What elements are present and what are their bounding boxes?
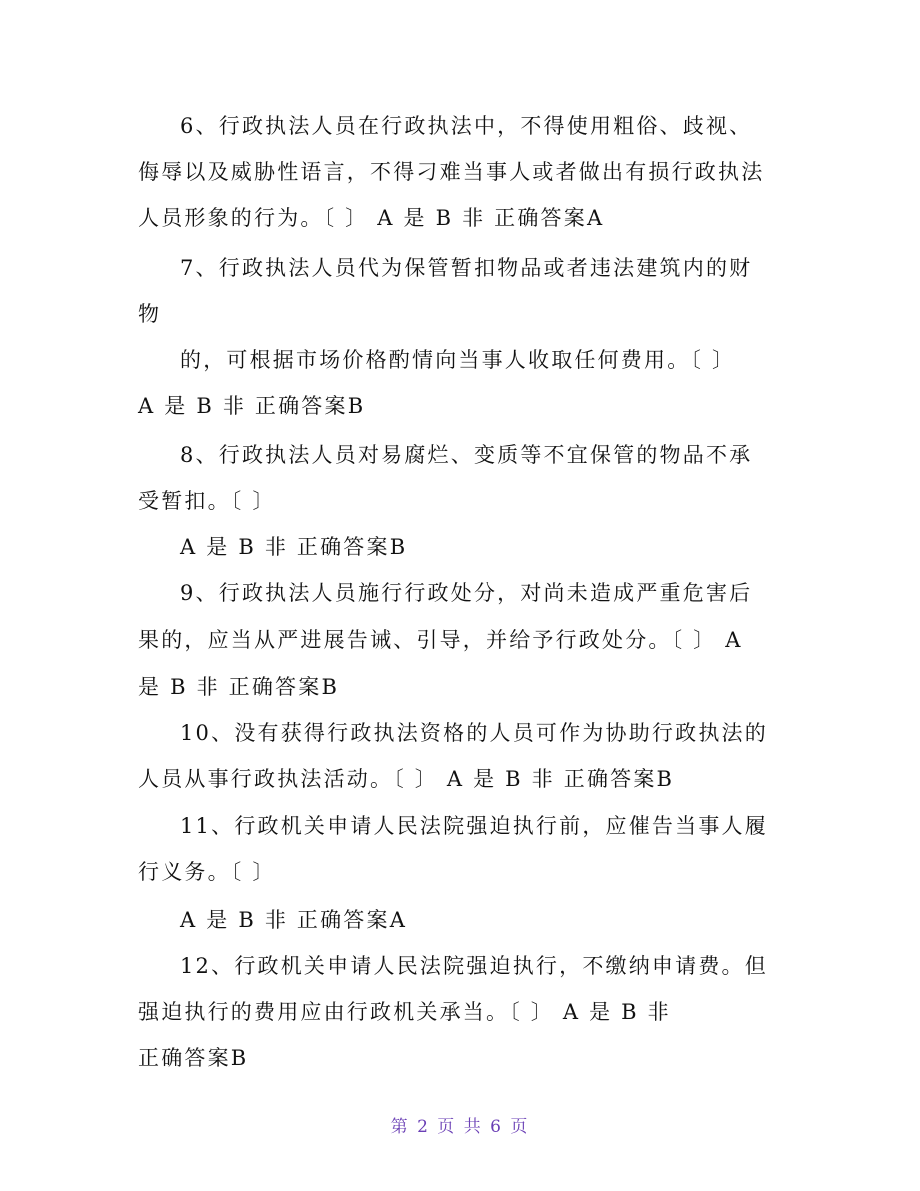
q11-answer: A 是 B 非 正确答案A	[180, 908, 408, 932]
q12-answer: 正确答案B	[138, 1046, 249, 1070]
q8-line-1: 8、行政执法人员对易腐烂、变质等不宜保管的物品不承	[180, 443, 753, 467]
q8-line-2: 受暂扣。〔 〕	[138, 489, 276, 513]
q7-answer: A 是 B 非 正确答案B	[138, 394, 366, 418]
q12-line-1: 12、行政机关申请人民法院强迫执行，不缴纳申请费。但	[180, 954, 768, 978]
q9-line-1: 9、行政执法人员施行行政处分，对尚未造成严重危害后	[180, 581, 753, 605]
q12-line-2: 强迫执行的费用应由行政机关承当。〔 〕 A 是 B 非	[138, 1000, 671, 1024]
q7-line-1: 7、行政执法人员代为保管暂扣物品或者违法建筑内的财	[180, 256, 753, 280]
q10-line-1: 10、没有获得行政执法资格的人员可作为协助行政执法的	[180, 721, 768, 745]
q9-line-2: 果的，应当从严进展告诫、引导，并给予行政处分。〔 〕 A	[138, 628, 743, 652]
q7-line-3: 的，可根据市场价格酌情向当事人收取任何费用。〔 〕	[180, 348, 736, 372]
q6-line-2: 侮辱以及威胁性语言，不得刁难当事人或者做出有损行政执法	[138, 160, 765, 184]
q9-answer: 是 B 非 正确答案B	[138, 675, 340, 699]
q11-line-2: 行义务。〔 〕	[138, 860, 276, 884]
q11-line-1: 11、行政机关申请人民法院强迫执行前，应催告当事人履	[180, 814, 768, 838]
page-footer: 第 2 页 共 6 页	[390, 1117, 530, 1137]
q6-line-1: 6、行政执法人员在行政执法中，不得使用粗俗、歧视、	[180, 114, 753, 138]
q6-line-3: 人员形象的行为。〔 〕 A 是 B 非 正确答案A	[138, 206, 605, 230]
q10-line-2: 人员从事行政执法活动。〔 〕 A 是 B 非 正确答案B	[138, 767, 675, 791]
q7-line-2: 物	[138, 302, 162, 326]
q8-answer: A 是 B 非 正确答案B	[180, 535, 408, 559]
